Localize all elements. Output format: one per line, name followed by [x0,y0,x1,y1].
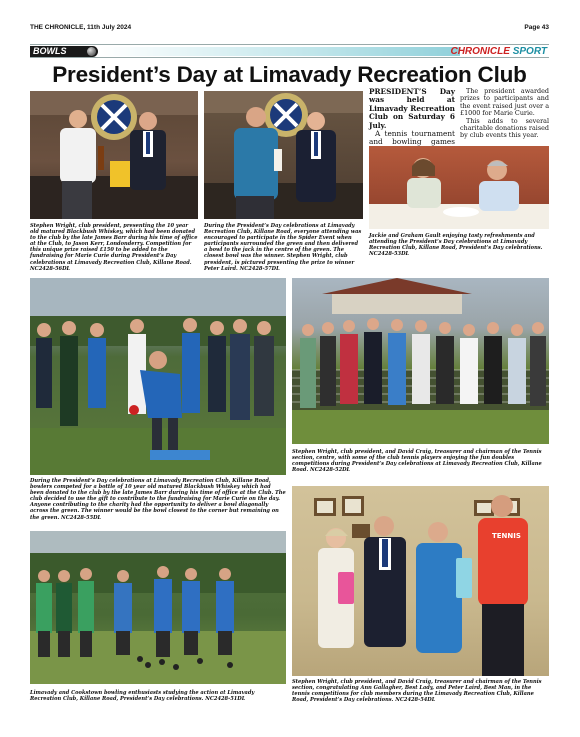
photo-tennis-winners [292,486,549,676]
article-para-2: The president awarded prizes to participants and the event raised just over a £1000 for Marie Curie. [460,87,549,118]
photo-bowling-enthusiasts [30,531,286,684]
page-number: Page 43 [524,24,549,31]
newspaper-date: THE CHRONICLE, 11th July 2024 [30,24,132,31]
brand-logo [450,45,547,58]
photo-refreshments [369,146,549,229]
article-para-1: A tennis tournament and bowling games [369,129,455,147]
brand-word-chronicle: CHRONICLE [450,46,510,57]
caption-tennis-group: Stephen Wright, club president, and David Craig, treasurer and chairman of the Tennis section, centre, with some of the club tennis players enjoying the fun doubles competitions during President’s Day celebrations at Limavady Recreation Club, Killane Road. NC2428-52DL [292,449,542,474]
brand-word-sport: SPORT [512,46,547,57]
photo-tennis-group-art [292,278,549,444]
caption-tennis-winners: Stephen Wright, club president, and David Craig, treasurer and chairman of the Tennis section, congratulating Ann Gallagher, Best Lady, and Peter Laird, Best Man, in the tennis competitions for club members during the Limavady Recreation Club, Killane Road, President’s Day celebrations. NC2428-54DL [292,679,542,704]
photo-spider-prize-art [204,91,363,219]
bowl-icon [87,47,96,56]
caption-bowling-enthusiasts: Limavady and Cookstown bowling enthusiasts studying the action at Limavady Recreation Club, Killane Road, President’s Day celebrations. NC2428-51DL [30,690,255,703]
shirt-tennis-text: TENNIS [492,532,521,540]
photo-refreshments-art [369,146,549,229]
photo-whiskey-presentation-art [30,91,198,219]
article-lead: PRESIDENT’S Day was held at Limavady Recreation Club on Saturday 6 July. [369,87,455,130]
section-label-text: BOWLS [33,46,67,56]
article-column-2 [460,88,549,140]
photo-bowlers-group [30,278,286,475]
section-stripe [100,47,460,56]
photo-bowling-enthusiasts-art [30,531,286,684]
section-label [30,46,98,57]
caption-spider-prize: During the President’s Day celebrations at Limavady Recreation Club, Killane Road, everyone attending was encouraged to participate in the Spider Event when participants surrounded the green and then delivered a bowl to the jack in the centre of the green. The closest bowl was the winner. Stephen Wright, club president, is pictured presenting the prize to winner Peter Laird. NC2428-57DL [204,223,362,272]
photo-whiskey-presentation [30,91,198,219]
caption-whiskey-presentation: Stephen Wright, club president, presenting the 10 year old matured Blackbush Whiskey, which had been donated to the club by the late James Barr during his time of office at the Club, to Jason Kerr, Londonderry. Competition for this unique prize raised £150 to be added to the fundraising for Marie Curie during President’s Day celebrations at Limavady Recreation Club, Killane Road. NC2428-56DL [30,223,198,272]
caption-bowlers-group: During the President’s Day celebrations at Limavady Recreation Club, Killane Road, bowlers competed for a bottle of 10 year old matured Blackbush Whiskey which had been donated to the club by the late James Barr during his time of office at the Club. The club decided to use the gift to contribute to the fundraising for Marie Curie on the day. Anyone contributing to the charity had the opportunity to deliver a bowl diagonally across the green. The winner would be the bowl closest to the corner but remaining on the green. NC2428-55DL [30,478,286,521]
headline: President’s Day at Limavady Recreation Club [52,62,527,87]
photo-tennis-winners-art [292,486,549,676]
caption-refreshments: Jackie and Graham Gault enjoying tasty refreshments and attending the President’s Day celebrations at Limavady Recreation Club, Killane Road, President’s Day celebrations. NC2428-53DL [369,233,543,258]
photo-tennis-group [292,278,549,444]
article-para-3: This adds to several charitable donations raised by club events this year. [460,116,549,140]
photo-bowlers-group-art [30,278,286,475]
section-bar [30,44,549,58]
photo-spider-prize [204,91,363,219]
